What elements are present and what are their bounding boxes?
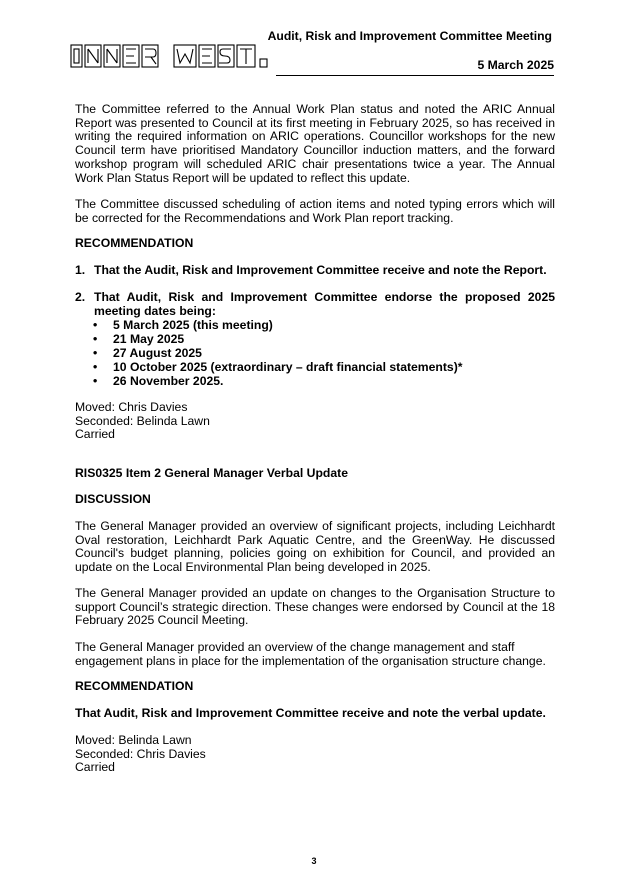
motion-block-1 (75, 401, 555, 442)
seconded-by: Seconded: Belinda Lawn (75, 413, 210, 428)
carried-status: Carried (75, 427, 115, 442)
moved-by: Moved: Chris Davies (75, 400, 188, 414)
recommendation-text: That the Audit, Risk and Improvement Committee receive and note the Report. (94, 263, 547, 277)
bullet: • (93, 318, 98, 332)
list-item: • 27 August 2025 (93, 346, 202, 360)
list-item: • 10 October 2025 (extraordinary – draft financial statements)* (93, 360, 463, 374)
change-management-paragraph (75, 641, 555, 668)
discussion-heading: DISCUSSION (75, 492, 151, 506)
projects-paragraph: The General Manager provided an overview of significant projects, including Leichhardt Oval restoration, Leichhardt Park Aquatic Centre, and the GreenWay. He discussed Council's budget planning, policies going on exhibition for Council, and provided an update on the Local Environmental Plan being developed in 2025. (75, 519, 555, 575)
action-items-paragraph: The Committee discussed scheduling of action items and noted typing errors which will be corrected for the Recommendations and Work Plan report tracking. (75, 197, 555, 225)
paragraph-line: engagement plans in place for the implementation of the organisation structure change. (75, 653, 546, 668)
meeting-date: 5 March 2025 (477, 58, 554, 72)
moved-by: Moved: Belinda Lawn (75, 733, 192, 747)
motion-block-2 (75, 734, 555, 775)
recommendation-text: That Audit, Risk and Improvement Committee endorse the proposed 2025 meeting dates being: (94, 290, 555, 318)
meeting-title: Audit, Risk and Improvement Committee Meeting (267, 29, 552, 43)
carried-status: Carried (75, 760, 115, 775)
bullet: • (93, 374, 98, 388)
recommendation-heading: RECOMMENDATION (75, 236, 194, 250)
page-number: 3 (311, 856, 317, 866)
recommendation-heading: RECOMMENDATION (75, 679, 194, 693)
bullet: • (93, 360, 98, 374)
recommendation-number: 2. (75, 290, 86, 304)
recommendation-number: 1. (75, 263, 86, 277)
recommendation-text: That Audit, Risk and Improvement Committee receive and note the verbal update. (75, 706, 546, 720)
list-item: • 5 March 2025 (this meeting) (93, 318, 273, 332)
list-item: • 26 November 2025. (93, 374, 224, 388)
item-heading: RIS0325 Item 2 General Manager Verbal Update (75, 466, 348, 480)
inner-west-logo (70, 43, 274, 69)
header-divider (276, 75, 554, 76)
work-plan-paragraph: The Committee referred to the Annual Work Plan status and noted the ARIC Annual Report was presented to Council at its first meeting in February 2025, so has received in writing the required information on ARIC operations. Councillor workshops for the new Council term have prioritised Mandatory Councillor induction matters, and the forward workshop program will scheduled ARIC chair presentations twice a year. The Annual Work Plan Status Report will be updated to reflect this update. (75, 102, 555, 185)
recommendation-item-2 (75, 291, 555, 318)
list-item: • 21 May 2025 (93, 332, 185, 346)
seconded-by: Seconded: Chris Davies (75, 746, 206, 761)
paragraph-line: The General Manager provided an overview of the change management and staff (75, 640, 515, 654)
meeting-dates-list (75, 318, 555, 388)
bullet: • (93, 332, 98, 346)
recommendation-item-1 (75, 264, 555, 278)
org-structure-paragraph: The General Manager provided an update on changes to the Organisation Structure to support Council’s strategic direction. These changes were endorsed by Council at the 18 February 2025 Council Meeting. (75, 586, 555, 628)
bullet: • (93, 346, 98, 360)
